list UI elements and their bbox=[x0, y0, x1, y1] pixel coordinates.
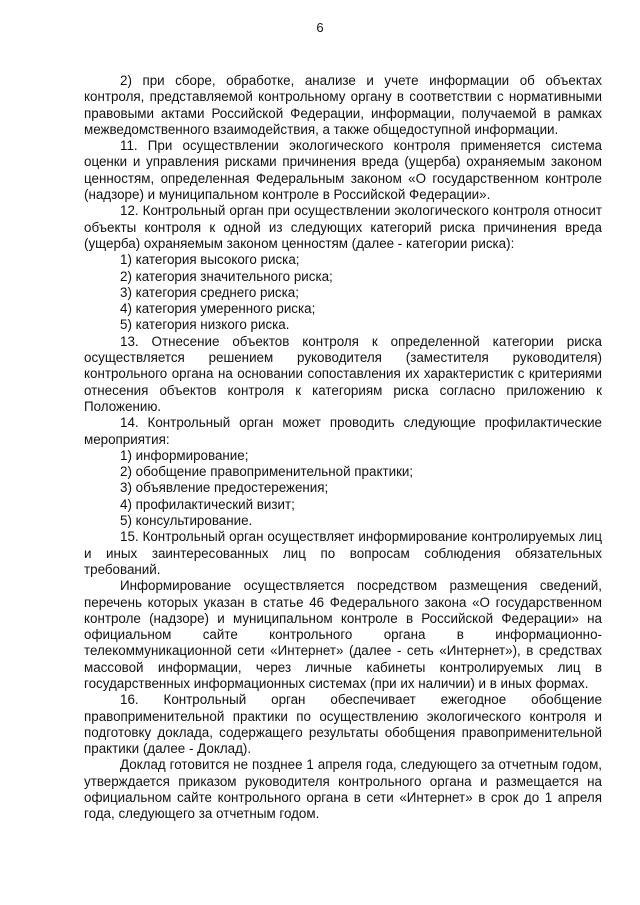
list-item-moderate-risk: 4) категория умеренного риска; bbox=[120, 301, 316, 317]
paragraph-15-informing: 15. Контрольный орган осуществляет информирование контролируемых лиц и иных заинтересованных лиц по вопросам соблюдения обязательных требований. bbox=[84, 529, 602, 577]
list-item-medium-risk: 3) категория среднего риска; bbox=[120, 284, 299, 300]
list-item-significant-risk: 2) категория значительного риска; bbox=[120, 268, 333, 284]
paragraph-informing-details: Информирование осуществляется посредством размещения сведений, перечень которых указан в статье 46 Федерального закона «О государственном контроле (надзоре) и муниципальном контроле в Российской Федерации» на официальном сайте контрольного органа в информационно-телекоммуникационной сети «Интернет» (далее - сеть «Интернет»), в средствах массовой информации, через личные кабинеты контролируемых лиц в государственных информационных системах (при их наличии) и в иных формах. bbox=[84, 578, 602, 691]
list-item-informing: 1) информирование; bbox=[120, 447, 249, 463]
list-item-preventive-visit: 4) профилактический визит; bbox=[120, 496, 295, 512]
list-item-high-risk: 1) категория высокого риска; bbox=[120, 252, 300, 268]
list-item-consulting: 5) консультирование. bbox=[120, 513, 253, 529]
list-item-low-risk: 5) категория низкого риска. bbox=[120, 317, 290, 333]
paragraph-11-risk-management: 11. При осуществлении экологического контроля применяется система оценки и управления рисками причинения вреда (ущерба) охраняемым законом ценностям, определенная Федеральным законом «О государственном контроле (надзоре) и муниципальном контроле в Российской Федерации». bbox=[84, 138, 602, 203]
list-item-warning: 3) объявление предостережения; bbox=[120, 480, 329, 496]
list-item-practice-summary: 2) обобщение правоприменительной практики; bbox=[120, 464, 414, 480]
paragraph-item-2-data-collection: 2) при сборе, обработке, анализе и учете информации об объектах контроля, представляемой контрольному органу в соответствии с нормативными правовыми актами Российской Федерации, информации, получаемой в рамках межведомственного взаимодействия, а также общедоступной информации. bbox=[84, 73, 602, 137]
paragraph-16-practice-report: 16. Контрольный орган обеспечивает ежегодное обобщение правоприменительной практики по осуществлению экологического контроля и подготовку доклада, содержащего результаты обобщения правоприменительной практики (далее - Доклад). bbox=[84, 692, 602, 757]
paragraph-report-deadline: Доклад готовится не позднее 1 апреля года, следующего за отчетным годом, утверждается приказом руководителя контрольного органа и размещается на официальном сайте контрольного органа в сети «Интернет» в срок до 1 апреля года, следующего за отчетным годом. bbox=[84, 757, 602, 822]
document-body bbox=[84, 73, 602, 823]
paragraph-12-risk-categories: 12. Контрольный орган при осуществлении экологического контроля относит объекты контроля к одной из следующих категорий риска причинения вреда (ущерба) охраняемым законом ценностям (далее - категории риска): bbox=[84, 203, 602, 251]
page-number: 6 bbox=[316, 20, 324, 35]
paragraph-13-risk-assignment: 13. Отнесение объектов контроля к определенной категории риска осуществляется решением руководителя (заместителя руководителя) контрольного органа на основании сопоставления их характеристик с критериями отнесения объектов контроля к категориям риска согласно приложению к Положению. bbox=[84, 333, 602, 414]
paragraph-14-preventive-measures: 14. Контрольный орган может проводить следующие профилактические мероприятия: bbox=[84, 415, 602, 447]
